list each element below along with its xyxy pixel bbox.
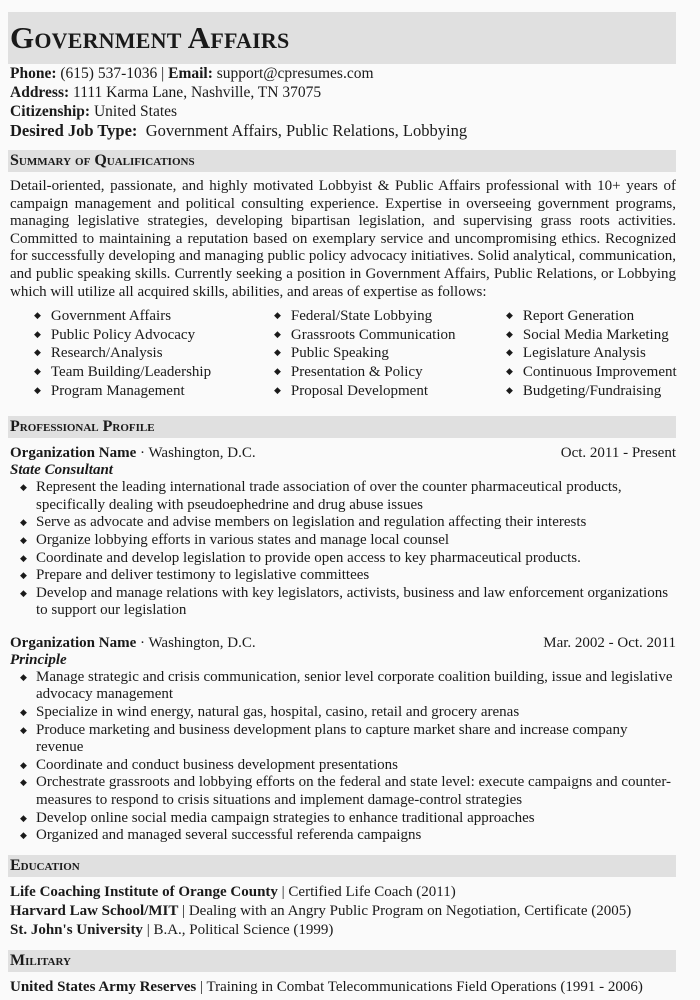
job-bullet: ◆ Develop online social media campaign strategies to enhance traditional approaches xyxy=(36,810,676,828)
skill-item: ◆ Public Policy Advocacy xyxy=(34,326,274,345)
job-role: State Consultant xyxy=(10,462,113,479)
job-location: · Washington, D.C. xyxy=(139,634,256,651)
skill-item: ◆ Public Speaking xyxy=(274,344,506,363)
summary-text: Detail-oriented, passionate, and highly motivated Lobbyist & Public Affairs professional with 10+ years of campaign management and political consulting experience. Expertise in overseeing government programs, managing legislative strategies, developing bipartisan legislation, and supervising grass roots activities. Committed to maintaining a reputation based on exemplary service and uncompromising ethics. Recognized for successfully developing and managing public policy advocacy initiatives. Solid analytical, communication, and public speaking skills. Currently seeking a position in Government Affairs, Public Relations, or Lobbying which will utilize all acquired skills, abilities, and areas of expertise as follows: xyxy=(10,178,676,300)
skill-item: ◆ Program Management xyxy=(34,382,274,401)
phone-label: Phone: xyxy=(10,65,57,82)
job-org-location xyxy=(10,634,256,652)
skills-list xyxy=(34,307,676,400)
profile-heading: Professional Profile xyxy=(8,416,676,438)
job-bullet: ◆ Organize lobbying efforts in various states and manage local counsel xyxy=(36,532,676,550)
job-bullet: ◆ Coordinate and develop legislation to provide open access to key pharmaceutical products. xyxy=(36,550,676,568)
skill-item: ◆ Legislature Analysis xyxy=(506,344,700,363)
organization-name: Organization Name xyxy=(10,634,137,651)
job-entry xyxy=(8,634,676,845)
education-name: St. John's University xyxy=(10,921,143,938)
job-bullet: ◆ Develop and manage relations with key legislators, activists, business and law enforcement organizations to support our legislation xyxy=(36,585,676,620)
job-bullet: ◆ Represent the leading international trade association of over the counter pharmaceutical products, specifically dealing with pseudoephedrine and drug abuse issues xyxy=(36,479,676,514)
military-list xyxy=(8,978,676,997)
job-bullet: ◆ Serve as advocate and advise members on legislation and regulation affecting their interests xyxy=(36,514,676,532)
address: 1111 Karma Lane, Nashville, TN 37075 xyxy=(73,84,322,101)
page-title: Government Affairs xyxy=(10,20,290,55)
skill-item: ◆ Social Media Marketing xyxy=(506,326,700,345)
skill-item: ◆ Report Generation xyxy=(506,307,700,326)
address-label: Address: xyxy=(10,84,70,101)
job-entry xyxy=(8,444,676,620)
education-detail: | Dealing with an Angry Public Program on Negotiation, Certificate (2005) xyxy=(182,902,632,919)
job-header xyxy=(8,634,676,652)
job-type-label: Desired Job Type: xyxy=(10,121,138,140)
job-dates: Oct. 2011 - Present xyxy=(560,445,676,462)
military-item xyxy=(10,978,676,997)
job-bullet: ◆ Prepare and deliver testimony to legislative committees xyxy=(36,567,676,585)
military-detail: | Training in Combat Telecommunications Field Operations (1991 - 2006) xyxy=(199,978,643,995)
skill-item: ◆ Federal/State Lobbying xyxy=(274,307,506,326)
military-name: United States Army Reserves xyxy=(10,978,197,995)
military-heading: Military xyxy=(8,950,676,972)
skill-item: ◆ Continuous Improvement xyxy=(506,363,700,382)
job-bullet: ◆ Specialize in wind energy, natural gas, hospital, casino, retail and grocery arenas xyxy=(36,704,676,722)
phone: (615) 537-1036 xyxy=(60,65,158,82)
organization-name: Organization Name xyxy=(10,445,137,462)
education-item xyxy=(10,902,676,921)
title-bar xyxy=(8,12,676,64)
skill-item: ◆ Proposal Development xyxy=(274,382,506,401)
skill-item: ◆ Team Building/Leadership xyxy=(34,363,274,382)
skill-item: ◆ Grassroots Communication xyxy=(274,326,506,345)
contact-info xyxy=(8,64,676,140)
job-bullet: ◆ Manage strategic and crisis communication, senior level corporate coalition building, issue and legislative advocacy management xyxy=(36,669,676,704)
job-type: Government Affairs, Public Relations, Lobbying xyxy=(145,121,468,140)
skill-item: ◆ Research/Analysis xyxy=(34,344,274,363)
job-bullets xyxy=(8,479,676,620)
citizenship-label: Citizenship: xyxy=(10,103,91,120)
job-bullets xyxy=(8,669,676,845)
summary-heading: Summary of Qualifications xyxy=(8,150,676,172)
education-name: Harvard Law School/MIT xyxy=(10,902,179,919)
job-bullet: ◆ Orchestrate grassroots and lobbying efforts on the federal and state level: execute campaigns and counter-measures to respond to crisis situations and implement damage-control strategies xyxy=(36,774,676,809)
job-bullet: ◆ Organized and managed several successful referenda campaigns xyxy=(36,827,676,845)
education-item xyxy=(10,921,676,940)
skill-item: ◆ Budgeting/Fundraising xyxy=(506,382,700,401)
job-bullet: ◆ Produce marketing and business development plans to capture market share and increase company revenue xyxy=(36,722,676,757)
education-list xyxy=(8,883,676,940)
citizenship: United States xyxy=(93,103,178,120)
job-header xyxy=(8,444,676,462)
jobs-list xyxy=(8,444,676,845)
separator: | xyxy=(161,65,165,82)
job-location: · Washington, D.C. xyxy=(139,445,256,462)
education-heading: Education xyxy=(8,855,676,877)
job-dates: Mar. 2002 - Oct. 2011 xyxy=(543,634,676,651)
education-item xyxy=(10,883,676,902)
skill-item: ◆ Presentation & Policy xyxy=(274,363,506,382)
email[interactable]: support@cpresumes.com xyxy=(216,65,374,82)
job-role: Principle xyxy=(10,651,67,668)
job-bullet: ◆ Coordinate and conduct business development presentations xyxy=(36,757,676,775)
job-org-location xyxy=(10,444,256,462)
education-detail: | Certified Life Coach (2011) xyxy=(281,883,456,900)
education-name: Life Coaching Institute of Orange County xyxy=(10,883,278,900)
education-detail: | B.A., Political Science (1999) xyxy=(146,921,334,938)
skill-item: ◆ Government Affairs xyxy=(34,307,274,326)
email-label: Email: xyxy=(168,65,213,82)
